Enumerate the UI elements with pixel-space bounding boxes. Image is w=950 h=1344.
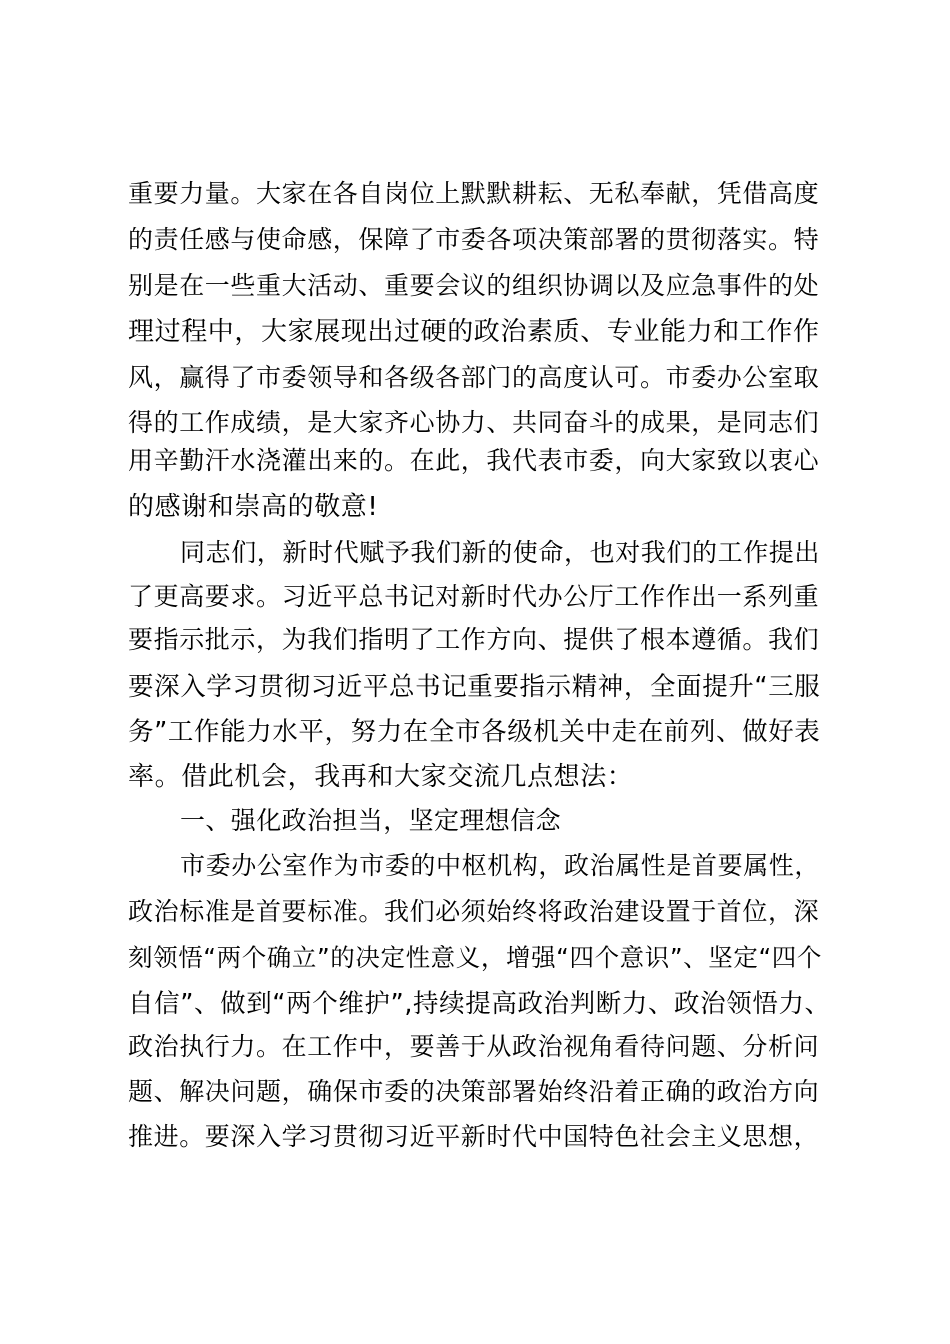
text-line: 要指示批示，为我们指明了工作方向、提供了根本遵循。我们: [128, 625, 820, 654]
text-line: 的责任感与使命感，保障了市委各项决策部署的贯彻落实。特: [128, 225, 820, 254]
text-line: 率。借此机会，我再和大家交流几点想法：: [128, 762, 634, 792]
text-line: 重要力量。大家在各自岗位上默默耕耘、无私奉献，凭借高度: [128, 179, 820, 208]
text-line: 自信”、做到“两个维护”,持续提高政治判断力、政治领悟力、: [128, 989, 831, 1019]
text-line: 政治标准是首要标准。我们必须始终将政治建设置于首位，深: [128, 897, 820, 926]
text-line: 别是在一些重大活动、重要会议的组织协调以及应急事件的处: [128, 271, 820, 300]
paragraph-first-line: 市委办公室作为市委的中枢机构，政治属性是首要属性，: [180, 851, 821, 880]
text-line: 推进。要深入学习贯彻习近平新时代中国特色社会主义思想，: [128, 1122, 820, 1151]
paragraph-first-line: 同志们，新时代赋予我们新的使命，也对我们的工作提出: [180, 538, 821, 567]
text-line: 得的工作成绩，是大家齐心协力、共同奋斗的成果，是同志们: [128, 408, 820, 437]
section-heading: 一、强化政治担当，坚定理想信念: [180, 806, 562, 835]
text-line: 刻领悟“两个确立”的决定性意义，增强“四个意识”、坚定“四个: [128, 943, 822, 972]
text-line: 了更高要求。习近平总书记对新时代办公厅工作作出一系列重: [128, 582, 820, 611]
text-line: 的感谢和崇高的敬意!: [128, 492, 379, 522]
text-line: 风，赢得了市委领导和各级各部门的高度认可。市委办公室取: [128, 363, 820, 392]
text-line: 务”工作能力水平，努力在全市各级机关中走在前列、做好表: [128, 717, 821, 747]
text-line: 政治执行力。在工作中，要善于从政治视角看待问题、分析问: [128, 1032, 820, 1061]
text-line: 理过程中，大家展现出过硬的政治素质、专业能力和工作作: [128, 317, 820, 347]
text-line: 题、解决问题，确保市委的决策部署始终沿着正确的政治方向: [128, 1077, 820, 1106]
text-line: 要深入学习贯彻习近平总书记重要指示精神，全面提升“三服: [128, 672, 821, 702]
text-line: 用辛勤汗水浇灌出来的。在此，我代表市委，向大家致以衷心: [128, 446, 820, 475]
